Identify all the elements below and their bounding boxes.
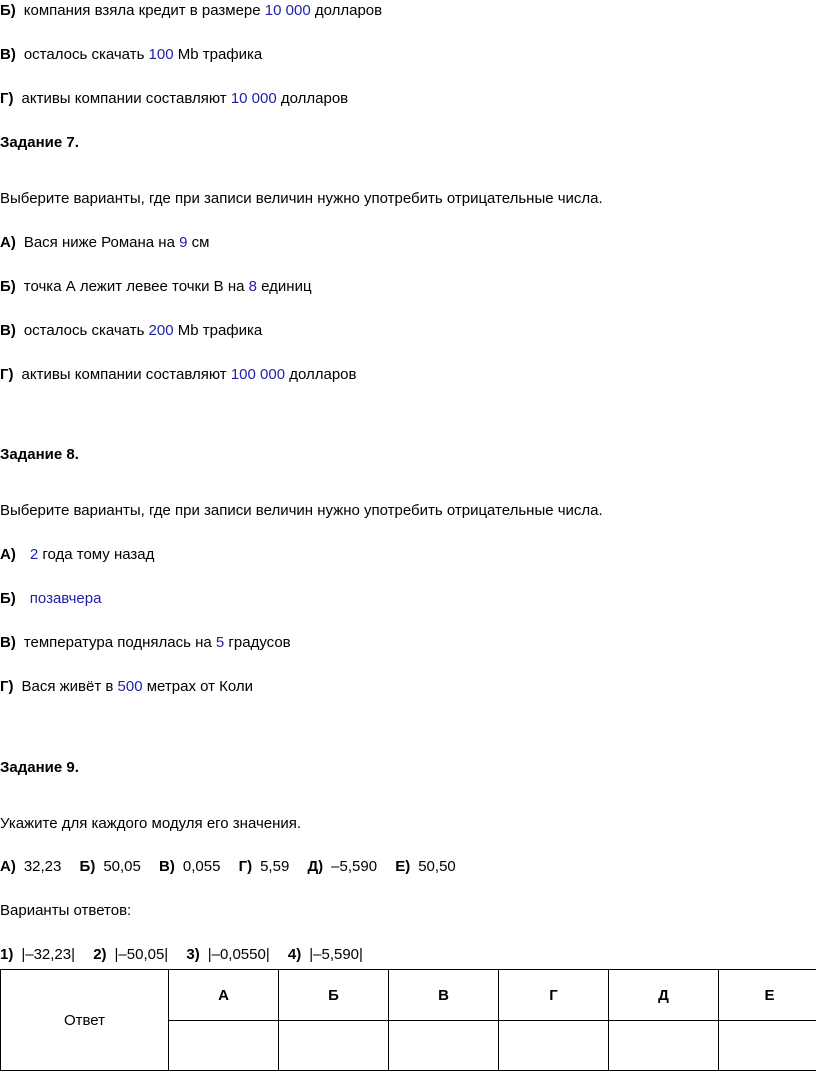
answer-row-label: Ответ: [1, 970, 169, 1071]
task9-question: Укажите для каждого модуля его значения.: [0, 815, 302, 832]
task7-option-a: А) Вася ниже Романа на 9 см: [0, 234, 210, 251]
answer-col-d: Д: [609, 970, 719, 1021]
answer-cell-g[interactable]: [499, 1021, 609, 1071]
task9-heading: Задание 9.: [0, 759, 79, 776]
task8-option-v: В) температура поднялась на 5 градусов: [0, 634, 291, 651]
answer-col-g: Г: [499, 970, 609, 1021]
task6-option-g: Г) активы компании составляют 10 000 долларов: [0, 90, 349, 107]
task9-answers: 1) |–32,23| 2) |–50,05| 3) |–0,0550| 4) |–5,590|: [0, 946, 363, 963]
answer-col-b: Б: [279, 970, 389, 1021]
task9-answers-label: Варианты ответов:: [0, 902, 132, 919]
answer-cell-a[interactable]: [169, 1021, 279, 1071]
answer-col-e: Е: [719, 970, 816, 1021]
task9-values: А) 32,23 Б) 50,05 В) 0,055 Г) 5,59 Д) –5,590 Е) 50,50: [0, 858, 456, 875]
task7-option-g: Г) активы компании составляют 100 000 долларов: [0, 366, 357, 383]
task8-question: Выберите варианты, где при записи величин нужно употребить отрицательные числа.: [0, 502, 603, 519]
answer-cell-b[interactable]: [279, 1021, 389, 1071]
answer-cell-e[interactable]: [719, 1021, 816, 1071]
answer-col-v: В: [389, 970, 499, 1021]
task8-heading: Задание 8.: [0, 446, 79, 463]
task7-option-b: Б) точка А лежит левее точки В на 8 единиц: [0, 278, 312, 295]
task7-option-v: В) осталось скачать 200 Mb трафика: [0, 322, 263, 339]
answer-table: [0, 969, 816, 1071]
task8-option-b: Б) позавчера: [0, 590, 102, 607]
answer-cell-d[interactable]: [609, 1021, 719, 1071]
task7-question: Выберите варианты, где при записи величин нужно употребить отрицательные числа.: [0, 190, 603, 207]
answer-cell-v[interactable]: [389, 1021, 499, 1071]
task8-option-g: Г) Вася живёт в 500 метрах от Коли: [0, 678, 254, 695]
task6-option-b: Б) компания взяла кредит в размере 10 000 долларов: [0, 2, 383, 19]
answer-col-a: А: [169, 970, 279, 1021]
task7-heading: Задание 7.: [0, 134, 79, 151]
task6-option-v: В) осталось скачать 100 Mb трафика: [0, 46, 263, 63]
task8-option-a: А) 2 года тому назад: [0, 546, 155, 563]
